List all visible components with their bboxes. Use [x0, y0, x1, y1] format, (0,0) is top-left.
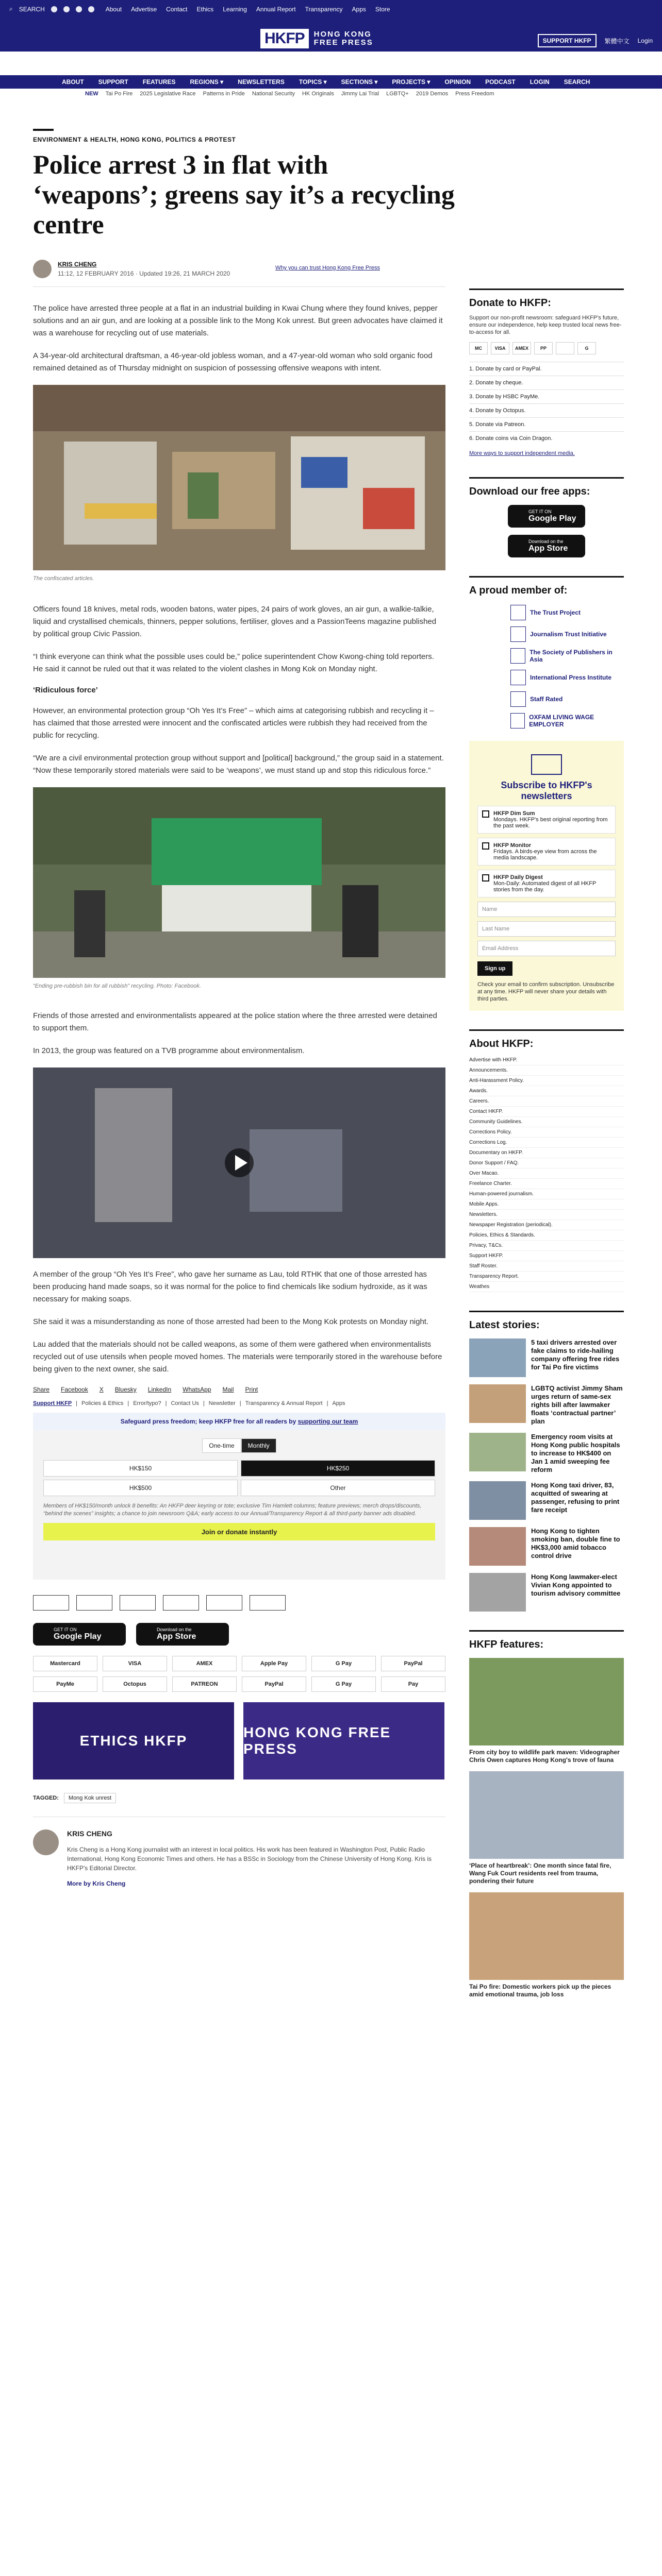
donate-title: Donate to HKFP: [469, 289, 624, 309]
about-link[interactable]: Corrections Log. [469, 1138, 624, 1148]
payment-logo: Octopus [103, 1676, 167, 1692]
updated-date: Updated 19:26, 21 MARCH 2020 [139, 270, 230, 277]
member-name: International Press Institute [530, 674, 612, 681]
story-title[interactable]: Hong Kong taxi driver, 83, acquitted of swearing at passenger, refusing to print fare receipt [531, 1481, 620, 1514]
amount-option[interactable]: HK$500 [43, 1480, 238, 1496]
member-logo-mark [510, 648, 525, 664]
about-link[interactable]: Announcements. [469, 1065, 624, 1076]
trending-item[interactable]: National Security [252, 91, 295, 97]
trending-item[interactable]: Patterns in Pride [203, 91, 245, 97]
about-link[interactable]: Staff Roster. [469, 1261, 624, 1272]
jti-logo [76, 1595, 112, 1611]
frequency-toggle [43, 1438, 435, 1453]
amount-option[interactable]: HK$250 [241, 1460, 435, 1477]
feature-title[interactable]: From city boy to wildlife park maven: Videographer Chris Owen captures Hong Kong's trove of fauna [469, 1749, 620, 1764]
latest-title: Latest stories: [469, 1311, 624, 1331]
nav-item[interactable]: SECTIONS ▾ [341, 78, 378, 86]
payment-logo: AMEX [172, 1656, 237, 1671]
member-logo-mark [510, 691, 526, 707]
about-link[interactable]: Mobile Apps. [469, 1199, 624, 1210]
feature-title[interactable]: ‘Place of heartbreak’: One month since fatal fire, Wang Fuk Court residents reel from trauma, pondering their future [469, 1862, 611, 1885]
member-logos-row [33, 1595, 445, 1611]
member-logo[interactable] [469, 688, 624, 710]
x-icon[interactable] [63, 6, 70, 12]
newsletter-name: HKFP Dim Sum [493, 810, 535, 817]
payment-logo: VISA [103, 1656, 167, 1671]
share-link[interactable]: WhatsApp [183, 1386, 211, 1393]
checkbox[interactable] [482, 842, 489, 850]
nav-item[interactable]: PROJECTS ▾ [392, 78, 431, 86]
share-link[interactable]: Print [245, 1386, 258, 1393]
gpay-icon: G [577, 342, 596, 354]
payment-logo: PayMe [33, 1676, 97, 1692]
last-name-field[interactable]: Last Name [477, 921, 616, 937]
about-link[interactable]: Contact HKFP. [469, 1107, 624, 1117]
about-link[interactable]: Documentary on HKFP. [469, 1148, 624, 1158]
email-field[interactable]: Email Address [477, 941, 616, 956]
promo-banners [33, 1702, 445, 1780]
paragraph: However, an environmental protection group “Oh Yes It’s Free” – which aims at categorising rubbish and recycling it – has claimed that those arrested were innocent and the confiscated articles were rubbish they had received from the public for recycling. [33, 706, 434, 740]
share-link[interactable]: LinkedIn [147, 1386, 172, 1393]
share-link[interactable]: Share [33, 1386, 50, 1393]
about-link[interactable]: Transparency Report. [469, 1272, 624, 1282]
top-link[interactable]: Ethics [196, 5, 214, 13]
newsletter-note: Check your email to confirm subscription. Unsubscribe at any time. HKFP will never share your details with third parties. [477, 981, 615, 1002]
member-logo[interactable] [469, 710, 624, 732]
share-bar [33, 1386, 445, 1393]
story-thumbnail[interactable] [469, 1338, 526, 1377]
publish-date: 11:12, 12 FEBRUARY 2016 [58, 270, 134, 277]
trending-item[interactable]: Jimmy Lai Trial [341, 91, 379, 97]
latest-story[interactable] [469, 1481, 624, 1520]
envelope-icon [531, 754, 562, 775]
member-name: Journalism Trust Initiative [530, 631, 607, 638]
nav-item[interactable]: SUPPORT [98, 78, 128, 86]
monthly-tab[interactable]: Monthly [241, 1438, 276, 1453]
newsletter-option[interactable] [477, 838, 616, 866]
figure-stall [33, 787, 445, 989]
trending-item[interactable]: HK Originals [302, 91, 334, 97]
author-bio: Kris Cheng is a Hong Kong journalist with an interest in local politics. His work has been featured in Washington Post, Public Radio International, Hong Kong Economic Times and others. He has a BSSc in Sociology from the Chinese University of Hong Kong. Kris is HKFP's Editorial Director. [67, 1846, 432, 1872]
story-title[interactable]: Hong Kong lawmaker-elect Vivian Kong appointed to tourism advisory committee [531, 1573, 621, 1597]
features-title: HKFP features: [469, 1630, 624, 1651]
checkbox[interactable] [482, 810, 489, 818]
trending-bar [85, 91, 494, 97]
donate-more-link[interactable]: More ways to support independent media. [469, 450, 575, 456]
about-link[interactable]: Freelance Charter. [469, 1179, 624, 1189]
newsletter-box [469, 741, 624, 1011]
feature-image[interactable] [469, 1658, 624, 1745]
support-link[interactable]: Contact Us [171, 1400, 199, 1406]
trust-link[interactable]: Why you can trust Hong Kong Free Press [275, 265, 380, 271]
paragraph: A member of the group “Oh Yes It’s Free”, who gave her surname as Lau, told RTHK that one of those arrested has been producing hand made soaps, so it was normal for the police to find chemicals like sodium hydroxide, as it was necessary for making soaps. [33, 1270, 427, 1303]
nav-item[interactable]: REGIONS ▾ [190, 78, 224, 86]
paragraph: In 2013, the group was featured on a TVB programme about environmentalism. [33, 1046, 305, 1055]
share-link[interactable]: Bluesky [114, 1386, 137, 1393]
separator: | [239, 1400, 241, 1406]
support-link[interactable]: Policies & Ethics [81, 1400, 124, 1406]
login-link[interactable]: Login [637, 37, 653, 44]
member-logo[interactable] [469, 667, 624, 688]
nav-item[interactable]: ABOUT [62, 78, 84, 86]
oxfam-logo [250, 1595, 286, 1611]
nav-item[interactable]: NEWSLETTERS [238, 78, 285, 86]
member-logo-mark [510, 670, 526, 685]
donate-widget [33, 1430, 445, 1580]
about-link[interactable]: Careers. [469, 1096, 624, 1107]
payment-logo: PayPal [381, 1656, 445, 1671]
photo-stall[interactable] [33, 787, 445, 978]
payment-logo: G Pay [311, 1676, 376, 1692]
figure-confiscated [33, 385, 445, 582]
share-link[interactable]: Mail [222, 1386, 234, 1393]
oneoff-tab[interactable]: One-time [202, 1438, 241, 1453]
top-links [9, 5, 390, 13]
trending-item[interactable]: LGBTQ+ [386, 91, 409, 97]
newsletter-desc: Fridays. A birds-eye view from across the media landscape. [493, 849, 597, 861]
mastercard-icon: MC [469, 342, 488, 354]
story-title[interactable]: Emergency room visits at Hong Kong public hospitals to increase to HK$400 on Jan 1 amid sweeping fee reform [531, 1433, 620, 1473]
support-link[interactable]: Newsletter [208, 1400, 236, 1406]
donate-option[interactable]: 5. Donate via Patreon. [469, 417, 624, 431]
trending-label: NEW [85, 91, 98, 97]
author-link[interactable]: KRIS CHENG [58, 261, 97, 268]
sidebar-app-store[interactable]: Download on the App Store [508, 535, 585, 557]
visa-icon: VISA [491, 342, 509, 354]
signup-button[interactable]: Sign up [477, 961, 512, 976]
about-list [469, 1055, 624, 1292]
support-link[interactable]: Support HKFP [33, 1400, 72, 1406]
member-name: OXFAM LIVING WAGE EMPLOYER [529, 714, 594, 728]
payment-logo: Mastercard [33, 1656, 97, 1671]
about-title: About HKFP: [469, 1029, 624, 1050]
member-title: A proud member of: [469, 576, 624, 597]
latest-story[interactable] [469, 1338, 624, 1377]
support-link[interactable]: Transparency & Annual Report [245, 1400, 323, 1406]
article [33, 129, 455, 1887]
story-thumbnail[interactable] [469, 1433, 526, 1471]
top-link[interactable]: Transparency [305, 5, 343, 13]
top-link[interactable]: Annual Report [256, 5, 296, 13]
about-link[interactable]: Newspaper Registration (periodical). [469, 1220, 624, 1230]
hkfp-banner[interactable]: HONG KONG FREE PRESS [243, 1702, 444, 1780]
about-link[interactable]: Privacy, T&Cs. [469, 1241, 624, 1251]
sidebar [469, 289, 624, 1998]
about-link[interactable]: Donor Support / FAQ. [469, 1158, 624, 1168]
nav-item[interactable]: PODCAST [485, 78, 516, 86]
member-logo[interactable] [469, 645, 624, 667]
nav-item[interactable]: LOGIN [529, 78, 550, 86]
staff-rated-logo [206, 1595, 242, 1611]
about-link[interactable]: Anti-Harassment Policy. [469, 1076, 624, 1086]
top-bar [0, 0, 662, 52]
sidebar-google-play[interactable]: GET IT ON Google Play [508, 505, 585, 528]
story-thumbnail[interactable] [469, 1384, 526, 1423]
latest-story[interactable] [469, 1433, 624, 1474]
kicker-bar [33, 129, 54, 131]
about-link[interactable]: Human-powered journalism. [469, 1189, 624, 1199]
checkbox[interactable] [482, 874, 489, 882]
member-logo-mark [510, 713, 525, 728]
about-link[interactable]: Awards. [469, 1086, 624, 1096]
paypal-icon: PP [534, 342, 553, 354]
header-right [538, 34, 653, 47]
separator: | [165, 1400, 167, 1406]
name-field[interactable]: Name [477, 902, 616, 917]
article-kicker[interactable]: ENVIRONMENT & HEALTH, HONG KONG, POLITICS & PROTEST [33, 136, 236, 143]
tagged-label: TAGGED: [33, 1795, 59, 1801]
nav-item[interactable]: OPINION [444, 78, 471, 86]
ethics-banner[interactable]: ETHICS HKFP [33, 1702, 234, 1780]
author-avatar [33, 260, 52, 278]
amount-option[interactable]: Other [241, 1480, 435, 1496]
sopa-logo [120, 1595, 156, 1611]
newsletter-desc: Mon-Daily: Automated digest of all HKFP stories from the day. [493, 880, 597, 893]
member-logo-mark [510, 626, 526, 642]
donate-cta-button[interactable]: Join or donate instantly [43, 1523, 435, 1540]
app-store-button[interactable]: Download on the App Store [136, 1623, 229, 1646]
member-note: Members of HK$150/month unlock 8 benefits: An HKFP deer keyring or tote; exclusive Tim Hamlett columns; feature previews; merch drops/discounts, “behind the scenes” insights; a chance to join newsroom Q&A; early access to our Annual/Transparency Report & all third-party banner ads disabled. [43, 1503, 422, 1517]
story-title[interactable]: LGBTQ activist Jimmy Sham urges return of same-sex rights bill after lawmaker floats ‘contractual partner’ plan [531, 1384, 623, 1425]
byline: KRIS CHENG 11:12, 12 FEBRUARY 2016 · Updated 19:26, 21 MARCH 2020 Why you can trust Hong Kong Free Press [33, 260, 445, 278]
nav-item[interactable]: TOPICS ▾ [299, 78, 327, 86]
feature-title[interactable]: Tai Po fire: Domestic workers pick up the pieces amid emotional trauma, job loss [469, 1983, 611, 1998]
separator: | [326, 1400, 328, 1406]
member-list [469, 602, 624, 732]
ipi-logo [163, 1595, 199, 1611]
logo-mark: HKFP [260, 29, 309, 48]
about-link[interactable]: Corrections Policy. [469, 1127, 624, 1138]
paragraph: She said it was a misunderstanding as none of those arrested had been to the Mong Kok protests on Monday night. [33, 1317, 429, 1326]
newsletter-desc: Mondays. HKFP's best original reporting from the past week. [493, 817, 608, 829]
separator: | [76, 1400, 78, 1406]
donate-option[interactable]: 4. Donate by Octopus. [469, 403, 624, 417]
top-link[interactable]: Advertise [131, 5, 157, 13]
amount-option[interactable]: HK$150 [43, 1460, 238, 1477]
newsletter-option[interactable] [477, 806, 616, 834]
amex-icon: AMEX [512, 342, 531, 354]
figure-caption: The confiscated articles. [33, 575, 94, 582]
paragraph: Friends of those arrested and environmentalists appeared at the police station where the three arrested were detained to support them. [33, 1011, 437, 1032]
member-logo-mark [510, 605, 526, 620]
story-thumbnail[interactable] [469, 1573, 526, 1612]
paragraph: Lau added that the materials should not be called weapons, as some of them were gathered when environmentalists recycled out of use utensils when people moved homes. The materials were temporarily stored in the warehouse before being given to the next owner, she said. [33, 1340, 442, 1374]
top-link[interactable]: Apps [352, 5, 366, 13]
paragraph: A 34-year-old architectural draftsman, a 46-year-old jobless woman, and a 47-year-old woman who sold organic food remained detained as of Thursday midnight on suspicion of possessing offensive weapons with intent. [33, 351, 433, 372]
top-link[interactable]: Contact [166, 5, 188, 13]
paragraph: “We are a civil environmental protection group without support and [political] background,” the group said in a statement. “Now these temporarily stored materials were said to be ‘weapons’, we must stand up and stop this ridiculous force.” [33, 754, 444, 775]
trending-item[interactable]: Tai Po Fire [105, 91, 133, 97]
feature-story[interactable] [469, 1771, 624, 1885]
about-link[interactable]: Community Guidelines. [469, 1117, 624, 1127]
member-name: The Trust Project [530, 609, 581, 616]
photo-confiscated[interactable] [33, 385, 445, 570]
latest-story[interactable] [469, 1573, 624, 1612]
nav-item[interactable]: FEATURES [142, 78, 176, 86]
payment-logo: PATREON [172, 1676, 237, 1692]
apps-title: Download our free apps: [469, 477, 624, 498]
support-links [33, 1400, 445, 1406]
payment-logo: G Pay [311, 1656, 376, 1671]
trending-item[interactable]: 2025 Legislative Race [140, 91, 196, 97]
newsletter-name: HKFP Monitor [493, 842, 532, 849]
features-list [469, 1658, 624, 1998]
payment-logo: Pay [381, 1676, 445, 1692]
app-store-row [33, 1623, 445, 1646]
newsletter-name: HKFP Daily Digest [493, 874, 543, 880]
applepay-icon [556, 342, 574, 354]
support-link[interactable]: Apps [332, 1400, 345, 1406]
nav-item[interactable]: SEARCH [564, 78, 590, 86]
author-box-name[interactable]: KRIS CHENG [67, 1829, 112, 1838]
lang-link[interactable]: 繁體中文 [604, 37, 630, 45]
donate-list [469, 362, 624, 445]
author-box-avatar [33, 1829, 59, 1855]
support-team-link[interactable]: supporting our team [297, 1418, 358, 1425]
member-name: The Society of Publishers in Asia [529, 649, 613, 663]
paragraph: “I think everyone can think what the possible uses could be,” police superintendent Chow Kwong-ching told reporters. He said it cannot be ruled out that it was related to the violent clashes in Mong Kok on Monday night. [33, 652, 434, 673]
story-title[interactable]: Hong Kong to tighten smoking ban, double fine to HK$3,000 amid tobacco control drive [531, 1527, 620, 1560]
about-link[interactable]: Advertise with HKFP. [469, 1055, 624, 1065]
amount-grid [43, 1460, 435, 1496]
latest-list [469, 1338, 624, 1612]
paragraph: The police have arrested three people at a flat in an industrial building in Kwai Chung where they found knives, pepper solutions and an air gun, and are looking at a possible link to the Mong Kok unrest. But green advocates have claimed it was a warehouse for recycling out of use materials. [33, 304, 443, 337]
paragraph: Officers found 18 knives, metal rods, wooden batons, water pipes, 24 pairs of work gloves, an air gun, a walkie-talkie, liquid and crystallised chemicals, thinners, pepper solutions, fertiliser, gloves and a PassionTeens magazine published by political group Civic Passion. [33, 605, 437, 638]
site-logo[interactable] [260, 27, 402, 50]
feature-story[interactable] [469, 1892, 624, 1998]
top-link[interactable]: About [105, 5, 122, 13]
latest-story[interactable] [469, 1384, 624, 1426]
about-link[interactable]: Newsletters. [469, 1210, 624, 1220]
more-by-author-link[interactable]: More by Kris Cheng [67, 1880, 126, 1887]
divider [33, 286, 445, 287]
payment-logo: Apple Pay [242, 1656, 306, 1671]
search-icon[interactable]: ⌕ [9, 5, 13, 12]
member-logo[interactable] [469, 602, 624, 623]
story-thumbnail[interactable] [469, 1527, 526, 1566]
article-headline: Police arrest 3 in flat with ‘weapons’; greens say it’s a recycling centre [33, 150, 455, 240]
trust-project-logo [33, 1595, 69, 1611]
instagram-icon[interactable] [76, 6, 82, 12]
payment-logo: PayPal [242, 1676, 306, 1692]
trending-item[interactable]: Press Freedom [455, 91, 494, 97]
support-button[interactable]: SUPPORT HKFP [538, 34, 597, 47]
member-name: Staff Rated [530, 696, 563, 703]
top-link[interactable]: Store [375, 5, 390, 13]
logo-words: HONG KONG FREE PRESS [313, 30, 373, 47]
support-link[interactable]: Error/typo? [133, 1400, 161, 1406]
share-link[interactable]: X [99, 1386, 104, 1393]
separator: | [127, 1400, 129, 1406]
about-link[interactable]: Weathes [469, 1282, 624, 1292]
top-link[interactable]: Learning [223, 5, 247, 13]
main-nav [0, 75, 662, 89]
youtube-icon[interactable] [88, 6, 94, 12]
video-embed [33, 1067, 445, 1258]
feature-image[interactable] [469, 1892, 624, 1980]
trending-item[interactable]: 2019 Demos [416, 91, 449, 97]
subheading: ‘Ridiculous force’ [33, 686, 98, 694]
separator: | [203, 1400, 205, 1406]
donate-option[interactable]: 3. Donate by HSBC PayMe. [469, 389, 624, 403]
figure-caption: “Ending pre-rubbish bin for all rubbish” recycling. Photo: Facebook. [33, 983, 201, 989]
donate-option[interactable]: 2. Donate by cheque. [469, 376, 624, 389]
donate-text[interactable]: Support our non-profit newsroom: safeguard HKFP's future, ensure our independence, help keep trusted local news free-to-access for all. [469, 315, 622, 335]
facebook-icon[interactable] [51, 6, 57, 12]
search-link[interactable]: SEARCH [19, 5, 45, 13]
about-link[interactable]: Support HKFP. [469, 1251, 624, 1261]
latest-story[interactable] [469, 1527, 624, 1566]
story-title[interactable]: 5 taxi drivers arrested over fake claims to ride-hailing company offering free rides for Tai Po fire victims [531, 1338, 620, 1371]
safeguard-banner: Safeguard press freedom; keep HKFP free for all readers by supporting our team [33, 1413, 445, 1430]
story-thumbnail[interactable] [469, 1481, 526, 1520]
tags [33, 1793, 445, 1803]
newsletter-option[interactable] [477, 870, 616, 897]
about-link[interactable]: Over Macao. [469, 1168, 624, 1179]
google-play-button[interactable]: GET IT ON Google Play [33, 1623, 126, 1646]
feature-story[interactable] [469, 1658, 624, 1764]
member-logo[interactable] [469, 623, 624, 645]
newsletter-title: Subscribe to HKFP's newsletters [501, 780, 592, 801]
video-player[interactable] [33, 1067, 445, 1258]
feature-image[interactable] [469, 1771, 624, 1859]
share-link[interactable]: Facebook [61, 1386, 88, 1393]
about-link[interactable]: Policies, Ethics & Standards. [469, 1230, 624, 1241]
card-icons [469, 342, 624, 354]
donate-option[interactable]: 1. Donate by card or PayPal. [469, 362, 624, 376]
payment-methods [33, 1656, 445, 1692]
tag-link[interactable]: Mong Kok unrest [64, 1793, 116, 1803]
donate-option[interactable]: 6. Donate coins via Coin Dragon. [469, 431, 624, 445]
author-box [33, 1817, 445, 1887]
